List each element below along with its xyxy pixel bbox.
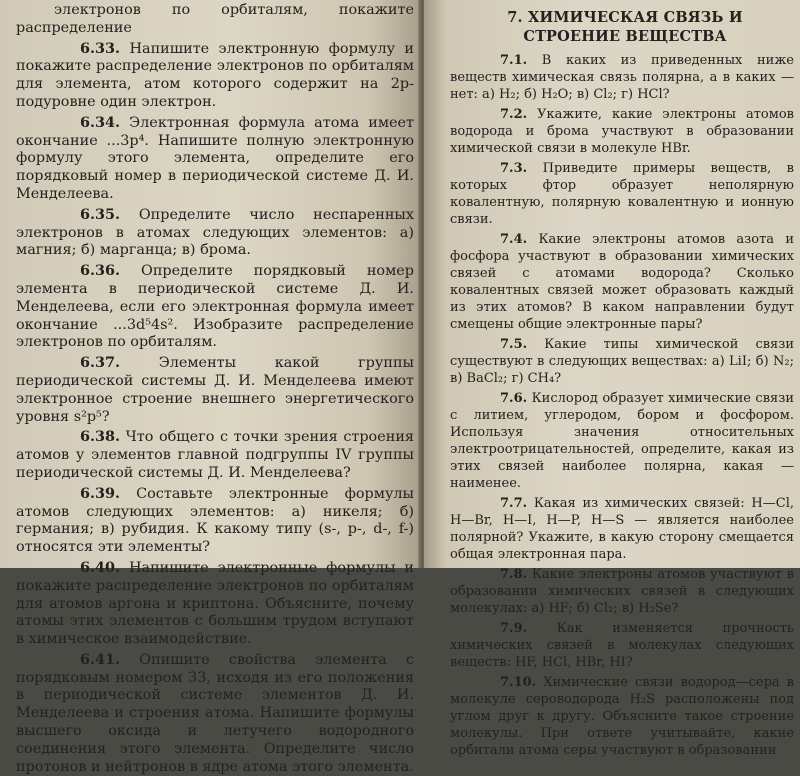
problem-number: 7.2. <box>500 107 528 122</box>
problem-number: 7.10. <box>500 675 537 690</box>
problem-text: электронов по орбиталям, покажите распределение <box>16 2 414 36</box>
problem-number: 7.6. <box>500 391 528 406</box>
problem-number: 6.33. <box>80 39 121 57</box>
problem-item <box>450 160 794 228</box>
problem-item <box>450 52 794 103</box>
left-problem-list <box>16 2 414 776</box>
right-page <box>424 0 800 758</box>
problem-item <box>16 485 414 557</box>
problem-item <box>450 566 794 617</box>
problem-text: Определите порядковый номер элемента в периодической системе Д. И. Менделеева, если его электронная формула имеет окончание ...3d⁵4s². Изобразите распределение электронов по орбиталям. <box>16 263 414 351</box>
problem-text: Приведите примеры веществ, в которых фтор образует неполярную ковалентную, полярную ковалентную и ионную связи. <box>450 161 794 227</box>
problem-number: 6.39. <box>80 484 121 502</box>
problem-text: Какие электроны атомов участвуют в образовании химических связей в следующих молекулах: а) HF; б) Cl₂; в) H₂Se? <box>450 567 794 616</box>
problem-item <box>16 428 414 482</box>
problem-item <box>16 2 414 38</box>
problem-text: Составьте электронные формулы атомов следующих элементов: а) никеля; б) германия; в) рубидия. К какому типу (s-, p-, d-, f-) относятся эти элементы? <box>16 485 415 556</box>
problem-number: 7.4. <box>500 232 528 247</box>
problem-text: Какие типы химической связи существуют в следующих веществах: а) LiI; б) N₂; в) BaCl₂; г) CH₄? <box>450 337 794 386</box>
problem-item <box>450 231 794 333</box>
problem-number: 6.36. <box>80 262 121 280</box>
problem-number: 6.38. <box>80 428 121 446</box>
problem-item <box>450 674 794 759</box>
problem-number: 7.3. <box>500 161 528 176</box>
problem-text: Определите число неспаренных электронов в атомах следующих элементов: а) магния; б) марганца; в) брома. <box>16 206 414 259</box>
problem-text: Укажите, какие электроны атомов водорода и брома участвуют в образовании химической связи в молекуле HBr. <box>450 107 794 156</box>
problem-number: 6.37. <box>80 354 121 372</box>
problem-text: Элементы какой группы периодической системы Д. И. Менделеева имеют электронное строение внешнего энергетического уровня s²p⁵? <box>16 355 414 425</box>
problem-text: Что общего с точки зрения строения атомов у элементов главной подгруппы IV группы периодической системы Д. И. Менделеева? <box>16 429 414 481</box>
problem-item <box>16 354 414 426</box>
problem-number: 7.1. <box>500 53 528 68</box>
problem-text: Напишите электронную формулу и покажите распределение электронов по орбиталям для элемента, атом которого содержит на 2p-подуровне один электрон. <box>16 40 415 110</box>
problem-item <box>450 106 794 157</box>
problem-number: 6.35. <box>80 205 121 223</box>
problem-item <box>16 262 414 352</box>
problem-number: 7.8. <box>500 567 528 582</box>
problem-item <box>16 206 414 260</box>
problem-item <box>450 390 794 492</box>
problem-item <box>16 651 414 776</box>
problem-number: 6.40. <box>80 558 121 576</box>
problem-number: 6.34. <box>80 113 121 131</box>
problem-text: Какая из химических связей: H—Cl, H—Br, H—I, H—P, H—S — является наиболее полярной? Укажите, в какую сторону смещается общая электронная пара. <box>450 496 794 562</box>
problem-number: 7.7. <box>500 496 528 511</box>
problem-item <box>450 495 794 563</box>
problem-text: Опишите свойства элемента с порядковым номером 33, исходя из его положения в периодической системе элементов Д. И. Менделеева и строения атома. Напишите формулы высшего оксида и летучего водородного соединения этого элемента. Определите число протонов и нейтронов в ядре атома этого элемента. <box>16 651 415 775</box>
problem-item <box>16 559 414 649</box>
problem-text: Электронная формула атома имеет окончание ...3p⁴. Напишите полную электронную формулу этого элемента, определите его порядковый номер в периодической системе Д. И. Менделеева. <box>16 114 415 202</box>
problem-text: Какие электроны атомов азота и фосфора участвуют в образовании химических связей с атомами водорода? Сколько ковалентных связей может образовать каждый из этих атомов? В каком направлении будут смещены общие электронные пары? <box>450 232 794 332</box>
problem-number: 6.41. <box>80 650 121 668</box>
problem-item <box>450 620 794 671</box>
problem-number: 7.5. <box>500 337 528 352</box>
problem-item <box>16 114 414 204</box>
problem-text: Напишите электронные формулы и покажите распределение электронов по орбиталям для атомов аргона и криптона. Объясните, почему атомы этих элементов с большим трудом вступают в химическое взаимодействие. <box>16 559 414 648</box>
right-problem-list <box>450 52 794 759</box>
problem-text: Химические связи водород—сера в молекуле сероводорода H₂S расположены под углом друг к другу. Объясните такое строение молекулы. При ответе учитывайте, какие орбитали атома серы участвуют в образовании <box>450 675 794 758</box>
problem-item <box>16 40 414 112</box>
chapter-title: 7. ХИМИЧЕСКАЯ СВЯЗЬ И СТРОЕНИЕ ВЕЩЕСТВА <box>507 9 743 45</box>
problem-number: 7.9. <box>500 621 528 636</box>
problem-item <box>450 336 794 387</box>
problem-text: Как изменяется прочность химических связей в молекулах следующих веществ: HF, HCl, HBr, HI? <box>450 621 794 670</box>
problem-text: В каких из приведенных ниже веществ химическая связь полярна, а в каких — нет: а) H₂; б) H₂O; в) Cl₂; г) HCl? <box>450 53 794 102</box>
problem-text: Кислород образует химические связи с литием, углеродом, бором и фосфором. Используя значения относительных электроотрицательностей, определите, какая из этих связей наиболее полярна, какая — наименее. <box>450 391 794 491</box>
